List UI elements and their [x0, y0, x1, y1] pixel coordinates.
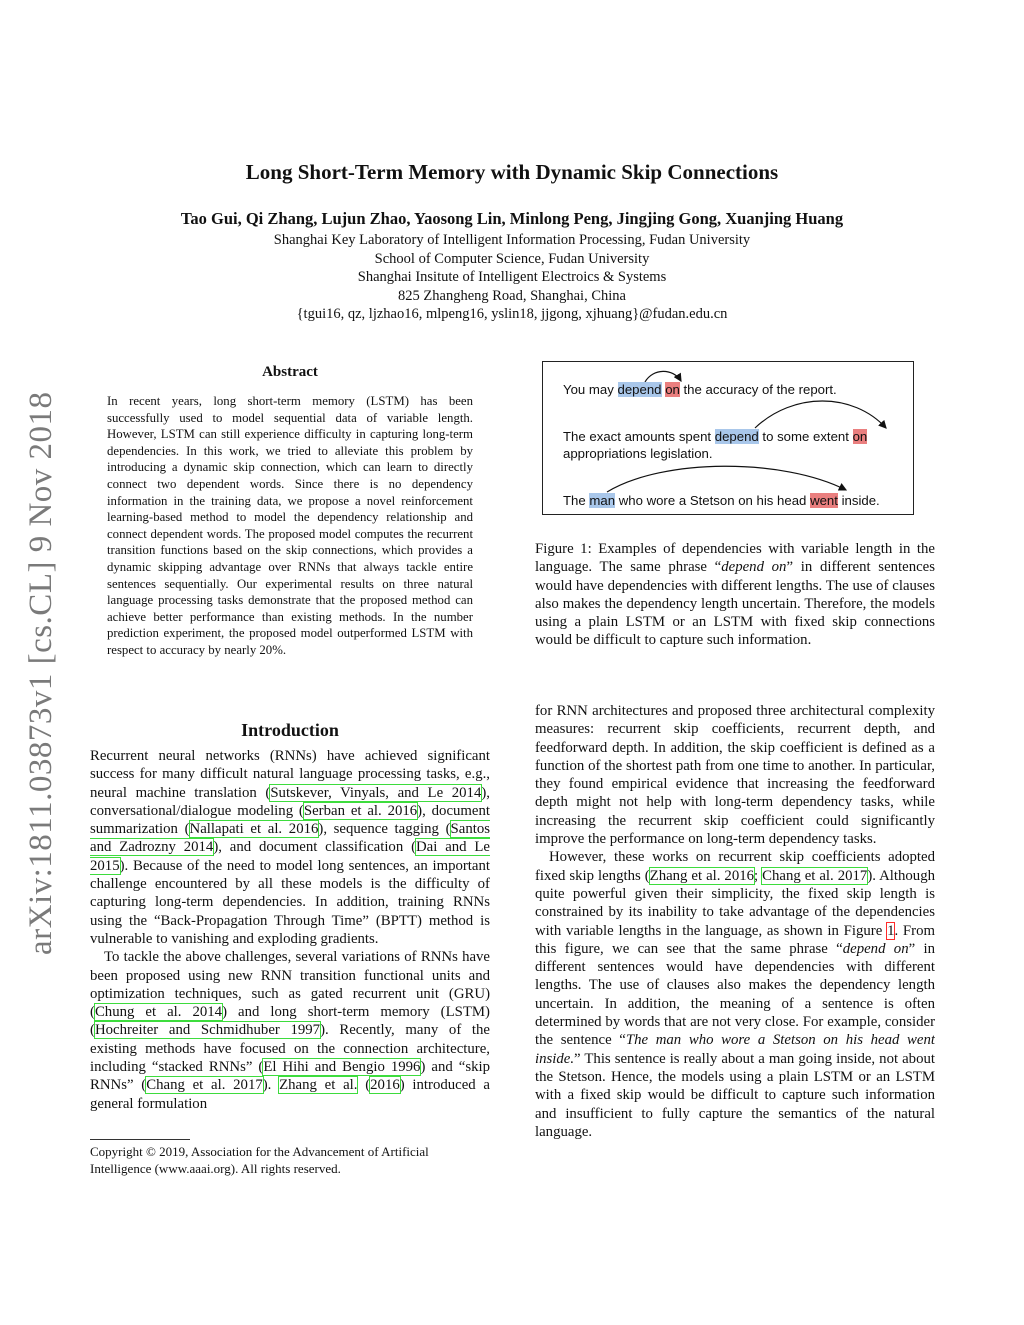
arxiv-identifier: arXiv:1811.03873v1 [cs.CL] 9 Nov 2018 [23, 391, 59, 955]
citation-link[interactable]: Zhang et al. [279, 1077, 358, 1094]
citation-link[interactable]: Zhang et al. 2016 [649, 867, 755, 884]
copyright-footnote: Copyright © 2019, Association for the Advancement of Artificial Intelligence (www.aaai.org). All rights reserved. [90, 1144, 429, 1176]
paper-title: Long Short-Term Memory with Dynamic Skip Connections [245, 160, 779, 184]
right-paragraph-1: for RNN architectures and proposed three architectural complexity measures: recurrent skip coefficients, recurrent depth, and feedforward depth. In addition, the skip coefficient is defined as a function of the shortest path from one time to another. In particular, they found empirical evidence that increasing the feedforward depth might not help with long-term dependency tasks, while increasing the recurrent skip coefficient could significantly improve the performance on long-term dependency tasks. [535, 703, 935, 848]
citation-link[interactable]: Chung et al. 2014 [94, 1004, 223, 1021]
citation-link[interactable]: Hochreiter and Schmidhuber 1997 [94, 1022, 321, 1039]
introduction-heading: Introduction [241, 720, 339, 740]
citation-link[interactable]: Santos and Zadrozny 2014 [90, 821, 490, 856]
intro-paragraph-1: Recurrent neural networks (RNNs) have achieved significant success for many difficult natural language processing tasks, e.g., neural machine translation (Sutskever, Vinyals, and Le 2014), conversational/dialogue modeling (Serban et al. 2016), document summarization (Nallapati et al. 2016), sequence tagging (Santos and Zadrozny 2014), and document classification (Dai and Le 2015). Because of the need to model long sentences, an important challenge encountered by all these models is the difficulty of capturing long-term dependencies. In addition, training RNNs using the “Back-Propagation Through Time” (BPTT) method is vulnerable to vanishing and exploding gradients. [90, 748, 490, 947]
citation-link[interactable]: Sutskever, Vinyals, and Le 2014 [270, 784, 482, 801]
figure-1-caption: Figure 1: Examples of dependencies with variable length in the language. The same phrase “depend on” in different sentences would have dependencies with different lengths. The use of clauses also makes the dependency length uncertain. Therefore, the models using a plain LSTM or an LSTM with fixed skip connections would be difficult to capture such information. [535, 541, 936, 649]
abstract-text: In recent years, long short-term memory (LSTM) has been successfully used to model sequential data of variable length. However, LSTM can still experience difficulty in capturing long-term dependencies. In this work, we tried to alleviate this problem by introducing a dynamic skip connection, which can learn to directly connect two dependent words. Since there is no dependency information in the training data, we propose a novel reinforcement learning-based method to model the dependency relationship and connect dependent words. The proposed model computes the recurrent transition functions based on the skip connections, which provides a dynamic skipping advantage over RNNs that always tackle entire sentences sequentially. Our experimental results on three natural language processing tasks demonstrate that the proposed method can achieve better performance than existing methods. In the number prediction experiment, the proposed model outperformed LSTM with respect to accuracy by nearly 20%. [107, 394, 473, 657]
affiliations [90, 231, 934, 324]
example-sentence-3: The man who wore a Stetson on his head went inside. [563, 493, 880, 508]
figure-reference-link[interactable]: 1 [887, 922, 895, 939]
dependency-word-highlight: man [589, 493, 616, 508]
dependency-arc-3 [607, 466, 846, 492]
citation-link[interactable]: 2016 [370, 1077, 400, 1094]
affiliation-line: 825 Zhangheng Road, Shanghai, China [398, 287, 626, 304]
introduction-body [90, 747, 490, 1132]
dependency-arc-1 [645, 371, 681, 382]
citation-link[interactable]: Chang et al. 2017 [146, 1077, 263, 1094]
affiliation-line: School of Computer Science, Fudan University [374, 250, 650, 267]
affiliation-line: Shanghai Key Laboratory of Intelligent Information Processing, Fudan University [273, 232, 751, 248]
dependency-word-highlight: on [852, 429, 868, 444]
intro-paragraph-2: To tackle the above challenges, several variations of RNNs have been proposed using new RNN transition functional units and optimization techniques, such as gated recurrent unit (GRU) (Chung et al. 2014) and long short-term memory (LSTM) (Hochreiter and Schmidhuber 1997). Recently, many of the existing methods have focused on the connection architecture, including “stacked RNNs” (El Hihi and Bengio 1996) and “skip RNNs” (Chang et al. 2017). Zhang et al. (2016) introduced a general formulation [90, 949, 490, 1112]
affiliation-line: Shanghai Insitute of Intelligent Electroics & Systems [357, 269, 667, 285]
author-emails: {tgui16, qz, ljzhao16, mlpeng16, yslin18, jjgong, xjhuang}@fudan.edu.cn [296, 306, 728, 322]
right-paragraph-2: However, these works on recurrent skip coefficients adopted fixed skip lengths (Zhang et al. 2016; Chang et al. 2017). Although quite powerful given their simplicity, the fixed skip length is constrained by its inability to take advantage of the dependencies with variable lengths in the language, as shown in Figure 1. From this figure, we can see that the same phrase “depend on” in different sentences would have dependencies with different lengths. The use of clauses also makes the dependency length uncertain. In addition, the meaning of a sentence is often determined by words that are not very close. For example, consider the sentence “The man who wore a Stetson on his head went inside.” This sentence is really about a man going inside, not about the Stetson. Hence, the models using a plain LSTM or an LSTM with a fixed skip would be difficult to capture such information and insufficient to fully capture the semantics of the natural language. [535, 849, 935, 1140]
abstract-heading: Abstract [262, 364, 318, 380]
dependency-word-highlight: depend [617, 382, 662, 397]
dependency-word-highlight: depend [714, 429, 759, 444]
example-sentence-1: You may depend on the accuracy of the report. [563, 382, 837, 397]
citation-link[interactable]: El Hihi and Bengio 1996 [263, 1059, 421, 1076]
dependency-arc-2 [755, 401, 886, 428]
citation-link[interactable]: Dai and Le 2015 [90, 839, 490, 874]
right-column-body [535, 702, 935, 1182]
citation-link[interactable]: Serban et al. 2016 [303, 802, 418, 819]
example-sentence-2: The exact amounts spent depend to some extent on [563, 429, 868, 444]
citation-link[interactable]: Chang et al. 2017 [762, 867, 868, 884]
footnote-rule [90, 1139, 190, 1140]
figure-1 [542, 361, 914, 515]
dependency-word-highlight: on [665, 382, 680, 397]
author-list: Tao Gui, Qi Zhang, Lujun Zhao, Yaosong Lin, Minlong Peng, Jingjing Gong, Xuanjing Huang [180, 209, 844, 228]
example-sentence-2-continued: appropriations legislation. [563, 446, 713, 461]
dependency-word-highlight: went [810, 493, 838, 508]
citation-link[interactable]: Nallapati et al. 2016 [189, 821, 319, 838]
